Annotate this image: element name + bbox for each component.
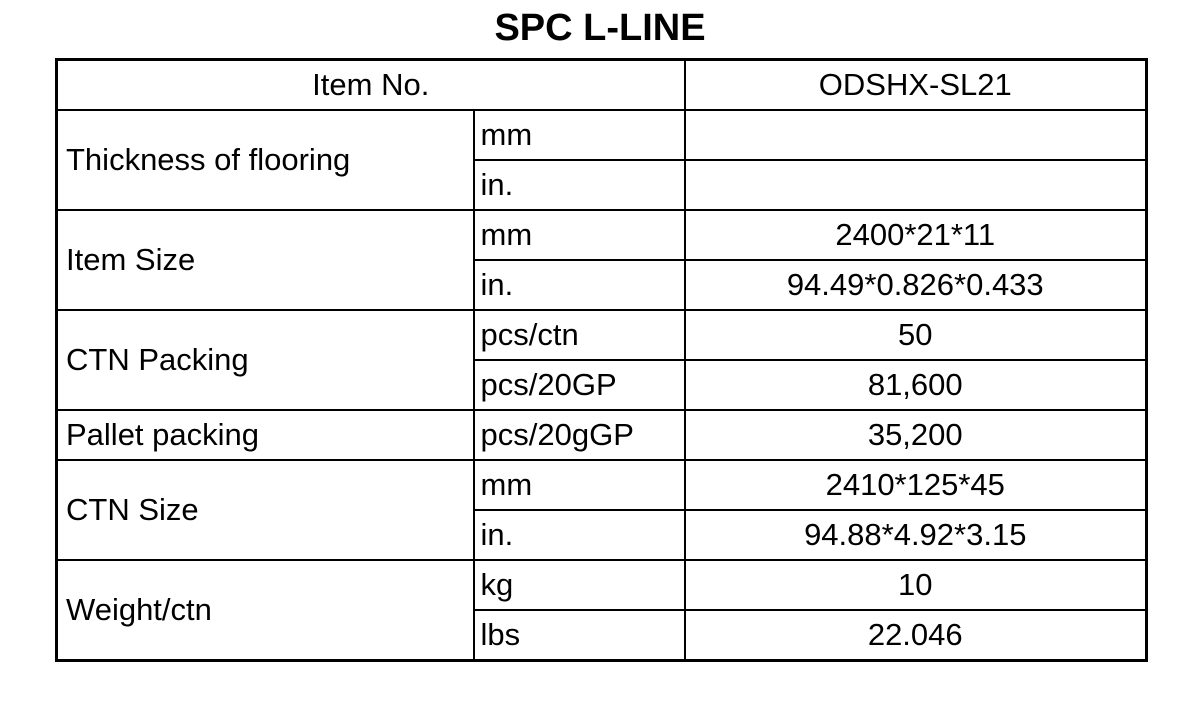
unit-cell: lbs [474, 610, 685, 661]
value-cell: 50 [685, 310, 1147, 360]
row-label-pallet-packing: Pallet packing [57, 410, 474, 460]
value-cell: 2410*125*45 [685, 460, 1147, 510]
row-label-item-size: Item Size [57, 210, 474, 310]
table-row-header [57, 60, 1147, 111]
page-title: SPC L-LINE [494, 7, 706, 49]
row-label-weight: Weight/ctn [57, 560, 474, 661]
unit-cell: pcs/20GP [474, 360, 685, 410]
unit-cell: mm [474, 110, 685, 160]
value-cell: 10 [685, 560, 1147, 610]
value-cell: 22.046 [685, 610, 1147, 661]
value-cell: 94.88*4.92*3.15 [685, 510, 1147, 560]
table-row [57, 110, 1147, 160]
unit-cell: mm [474, 460, 685, 510]
item-no-label: Item No. [57, 60, 685, 111]
value-cell [685, 160, 1147, 210]
unit-cell: kg [474, 560, 685, 610]
value-cell: 94.49*0.826*0.433 [685, 260, 1147, 310]
value-cell: 35,200 [685, 410, 1147, 460]
table-row [57, 560, 1147, 610]
value-cell: 2400*21*11 [685, 210, 1147, 260]
unit-cell: in. [474, 160, 685, 210]
row-label-ctn-packing: CTN Packing [57, 310, 474, 410]
unit-cell: in. [474, 510, 685, 560]
table-row [57, 310, 1147, 360]
item-no-value: ODSHX-SL21 [685, 60, 1147, 111]
row-label-ctn-size: CTN Size [57, 460, 474, 560]
unit-cell: pcs/20gGP [474, 410, 685, 460]
unit-cell: in. [474, 260, 685, 310]
value-cell: 81,600 [685, 360, 1147, 410]
unit-cell: pcs/ctn [474, 310, 685, 360]
row-label-thickness: Thickness of flooring [57, 110, 474, 210]
table-row [57, 460, 1147, 510]
table-row [57, 410, 1147, 460]
table-row [57, 210, 1147, 260]
spec-table [55, 58, 1148, 662]
unit-cell: mm [474, 210, 685, 260]
value-cell [685, 110, 1147, 160]
